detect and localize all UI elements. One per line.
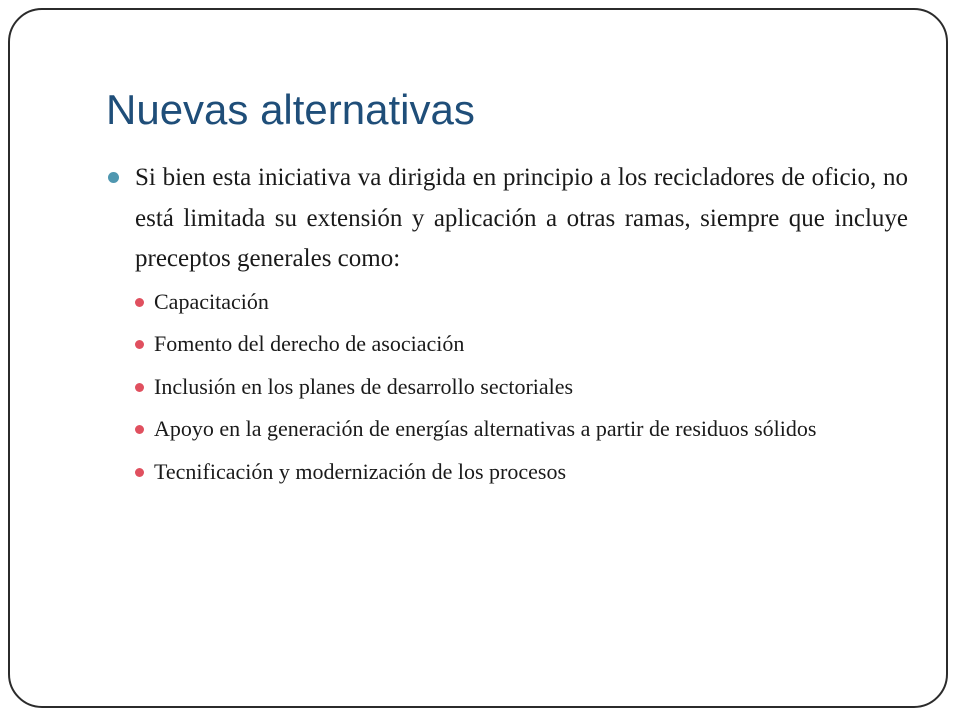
sub-bullet-text: Apoyo en la generación de energías alternativas a partir de residuos sólidos [154,416,817,441]
sub-bullet-text: Capacitación [154,288,269,314]
main-bullet-text: Si bien esta iniciativa va dirigida en principio a los recicladores de oficio, no está limitada su extensión y aplicación a otras ramas, siempre que incluye preceptos generales como: [135,164,908,272]
slide-body [108,158,908,498]
sub-bullet-text: Fomento del derecho de asociación [154,331,465,356]
sub-bullet-dot-icon [135,468,144,477]
sub-bullet-item [135,286,908,318]
slide-title: Nuevas alternativas [106,86,475,133]
main-bullet-dot-icon [108,172,119,183]
sub-bullet-item [135,371,908,403]
main-bullet-item [108,158,908,280]
sub-bullet-text: Inclusión en los planes de desarrollo sectoriales [154,373,574,399]
sub-bullet-dot-icon [135,425,144,434]
sub-bullet-text: Tecnificación y modernización de los procesos [154,458,567,484]
sub-bullet-item [135,413,908,445]
sub-bullet-list [135,286,908,488]
sub-bullet-item [135,456,908,488]
sub-bullet-dot-icon [135,298,144,307]
sub-bullet-item [135,328,908,360]
sub-bullet-dot-icon [135,383,144,392]
sub-bullet-dot-icon [135,340,144,349]
